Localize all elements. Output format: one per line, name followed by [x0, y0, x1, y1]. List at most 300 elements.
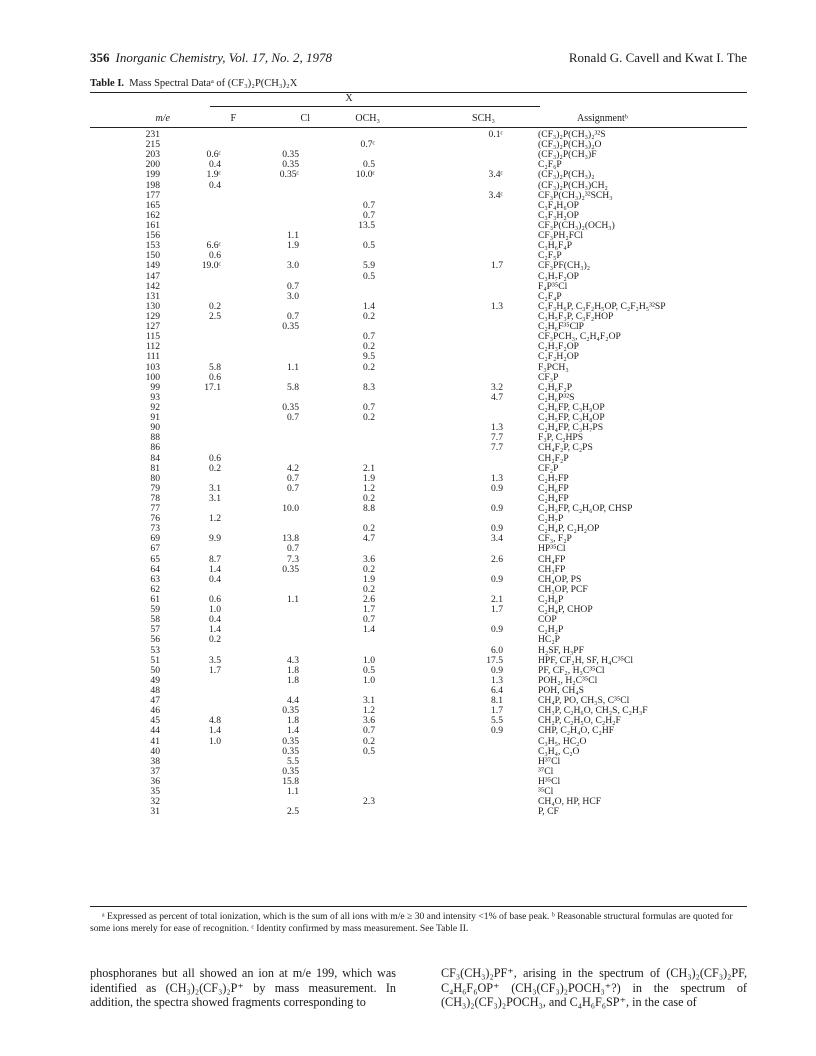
cell-f: 1.4 [209, 624, 221, 636]
cell-sch3: 1.3 [491, 472, 503, 484]
cell-sch3: 0.9 [491, 664, 503, 676]
table-row [0, 261, 816, 271]
cell-sch3: 17.5 [486, 654, 503, 666]
cell-m-e: 65 [150, 553, 160, 565]
cell-m-e: 51 [150, 654, 160, 666]
cell-assignment: CH₃OP, PCF [538, 583, 588, 595]
cell-cl: 0.7 [287, 280, 299, 292]
cell-assignment: C₂H₇FP [538, 472, 569, 484]
cell-m-e: 112 [145, 341, 160, 353]
cell-sch3: 3.2 [491, 381, 503, 393]
cell-och3: 1.4 [363, 624, 375, 636]
cell-assignment: CH₄P, PO, CH₃S, C³⁵Cl [538, 695, 630, 707]
table-row [0, 332, 816, 342]
cell-och3: 0.2 [363, 310, 375, 322]
cell-cl: 0.7 [287, 412, 299, 424]
body-text-right-column: CF₃(CH₃)₂PF⁺, arising in the spectrum of (CH₃)₂(CF₃)₂PF, C₄H₆F₆OP⁺ (CH₃(CF₃)₂POCH₃⁺?) in the spectrum of (CH₃)₂(CF₃)₂POCH₃, and C₄H₆F₆SP⁺, in the case of [441, 966, 747, 1009]
cell-cl: 15.8 [282, 776, 299, 787]
table-row [0, 241, 816, 251]
cell-m-e: 59 [150, 604, 160, 616]
cell-cl: 4.2 [287, 462, 299, 474]
cell-och3: 0.7 [363, 199, 375, 211]
table-row [0, 150, 816, 160]
table-row [0, 363, 816, 373]
table-row [0, 646, 816, 656]
table-row [0, 322, 816, 332]
cell-m-e: 199 [145, 169, 160, 181]
cell-och3: 2.3 [363, 796, 375, 808]
cell-m-e: 153 [145, 240, 160, 252]
cell-assignment: (CF₃)₂P(CH₃)₂O [538, 139, 602, 151]
cell-cl: 0.35 [282, 321, 299, 333]
cell-och3: 0.2 [363, 523, 375, 535]
cell-assignment: CH₄OP, PS [538, 573, 582, 585]
cell-m-e: 142 [145, 280, 160, 292]
cell-och3: 3.6 [363, 553, 375, 565]
table-row [0, 524, 816, 534]
column-header-assignment: Assignmentᵇ [577, 113, 628, 124]
table-row [0, 787, 816, 797]
cell-assignment: C₂H₂P [538, 624, 564, 636]
cell-assignment: POH₂, H₂C³⁵Cl [538, 674, 598, 686]
table-row [0, 585, 816, 595]
cell-cl: 1.8 [287, 664, 299, 676]
table-row [0, 615, 816, 625]
cell-f: 4.8 [209, 715, 221, 727]
cell-f: 1.0 [209, 735, 221, 747]
cell-cl: 0.35 [282, 401, 299, 413]
cell-assignment: F₃P, C₂HPS [538, 432, 584, 444]
cell-m-e: 150 [145, 250, 160, 262]
table-row [0, 140, 816, 150]
cell-sch3: 0.9 [491, 503, 503, 515]
cell-m-e: 162 [145, 209, 160, 221]
table-row [0, 544, 816, 554]
cell-assignment: C₂F₅P [538, 250, 562, 262]
cell-f: 3.5 [209, 654, 221, 666]
cell-assignment: C₂H₇P [538, 513, 564, 525]
cell-cl: 1.1 [287, 594, 299, 606]
cell-assignment: CH₂F₂P [538, 452, 569, 464]
column-group-label: X [345, 93, 353, 104]
table-label: Table I. [90, 78, 125, 89]
cell-f: 0.4 [209, 614, 221, 626]
cell-m-e: 61 [150, 594, 160, 606]
cell-assignment: C₂H₄P, C₂H₂OP [538, 523, 600, 535]
cell-assignment: COP [538, 614, 557, 626]
header-rule [90, 127, 747, 128]
author-line: Ronald G. Cavell and Kwat I. The [568, 50, 747, 65]
cell-assignment: P, CF [538, 806, 559, 818]
cell-och3: 0.7 [363, 401, 375, 413]
cell-assignment: (CF₃)₂P(CH₃)F [538, 149, 597, 161]
cell-m-e: 40 [150, 745, 160, 757]
cell-sch3: 0.9 [491, 482, 503, 494]
table-row [0, 767, 816, 777]
cell-sch3: 5.5 [491, 715, 503, 727]
cell-och3: 8.3 [363, 381, 375, 393]
cell-assignment: H₂SF, H₃PF [538, 644, 584, 656]
cell-sch3: 6.0 [491, 644, 503, 656]
cell-f: 3.1 [209, 482, 221, 494]
cell-m-e: 147 [145, 270, 160, 282]
cell-f: 0.4 [209, 179, 221, 191]
cell-cl: 1.8 [287, 674, 299, 686]
cell-m-e: 78 [150, 492, 160, 504]
cell-assignment: CH₃FP [538, 563, 566, 575]
cell-sch3: 0.9 [491, 725, 503, 737]
cell-m-e: 90 [150, 422, 160, 434]
cell-assignment: (CF₃)₂P(CH₃)CH₂ [538, 179, 608, 191]
cell-m-e: 86 [150, 442, 160, 454]
cell-m-e: 63 [150, 573, 160, 585]
column-header-m-e: m/e [155, 113, 170, 124]
cell-cl: 0.35 [282, 745, 299, 757]
cell-assignment: CF₃PCH₃, C₂H₄F₂OP [538, 331, 621, 343]
table-row [0, 747, 816, 757]
table-row [0, 181, 816, 191]
cell-m-e: 38 [150, 755, 160, 767]
cell-cl: 0.35 [282, 563, 299, 575]
table-row [0, 352, 816, 362]
cell-m-e: 41 [150, 735, 160, 747]
cell-och3: 0.5 [363, 159, 375, 171]
cell-cl: 0.7 [287, 482, 299, 494]
table-row [0, 454, 816, 464]
cell-m-e: 127 [145, 321, 160, 333]
table-row [0, 595, 816, 605]
table-row [0, 706, 816, 716]
cell-och3: 0.2 [363, 412, 375, 424]
cell-m-e: 57 [150, 624, 160, 636]
cell-m-e: 215 [145, 139, 160, 151]
cell-f: 0.2 [209, 634, 221, 646]
cell-och3: 3.1 [363, 695, 375, 707]
group-rule [210, 106, 540, 107]
cell-cl: 1.8 [287, 715, 299, 727]
cell-m-e: 80 [150, 472, 160, 484]
cell-cl: 1.4 [287, 725, 299, 737]
cell-och3: 5.9 [363, 260, 375, 272]
cell-f: 6.6ᶜ [206, 240, 221, 252]
cell-assignment: CHP, C₂H₄O, C₂HF [538, 725, 615, 737]
table-row [0, 777, 816, 787]
cell-m-e: 79 [150, 482, 160, 494]
cell-f: 1.2 [209, 513, 221, 525]
cell-och3: 0.2 [363, 492, 375, 504]
cell-m-e: 58 [150, 614, 160, 626]
cell-m-e: 198 [145, 179, 160, 191]
cell-och3: 0.2 [363, 361, 375, 373]
cell-f: 19.0ᶜ [201, 260, 221, 272]
cell-f: 1.7 [209, 664, 221, 676]
cell-sch3: 1.3 [491, 674, 503, 686]
cell-sch3: 3.4ᶜ [488, 189, 503, 201]
cell-m-e: 93 [150, 391, 160, 403]
cell-m-e: 231 [145, 129, 160, 140]
cell-m-e: 53 [150, 644, 160, 656]
cell-m-e: 81 [150, 462, 160, 474]
cell-assignment: CF₂P [538, 462, 559, 474]
cell-f: 0.2 [209, 462, 221, 474]
cell-assignment: C₂H₄FP [538, 492, 569, 504]
cell-assignment: C₃F₄H₆OP [538, 199, 579, 211]
cell-f: 5.8 [209, 361, 221, 373]
cell-assignment: CF₃PF(CH₃)₂ [538, 260, 591, 272]
table-title: Mass Spectral Dataᵃ of (CF₃)₂P(CH₃)₂X [129, 78, 298, 89]
table-row [0, 504, 816, 514]
table-row [0, 464, 816, 474]
cell-m-e: 177 [145, 189, 160, 201]
table-row [0, 696, 816, 706]
cell-cl: 0.35 [282, 765, 299, 777]
cell-m-e: 36 [150, 776, 160, 787]
cell-f: 1.4 [209, 725, 221, 737]
cell-och3: 0.7 [363, 331, 375, 343]
cell-och3: 1.9 [363, 472, 375, 484]
cell-f: 1.0 [209, 604, 221, 616]
cell-och3: 0.7 [363, 614, 375, 626]
cell-cl: 3.0 [287, 260, 299, 272]
cell-m-e: 37 [150, 765, 160, 777]
column-header-cl: Cl [300, 113, 310, 124]
cell-cl: 0.35 [282, 159, 299, 171]
table-row [0, 221, 816, 231]
table-row [0, 160, 816, 170]
cell-sch3: 1.3 [491, 300, 503, 312]
journal-citation: Inorganic Chemistry, Vol. 17, No. 2, 1978 [115, 50, 333, 65]
cell-assignment: C₃F₃H₆P, C₃F₂H₅OP, C₂F₂H₅³²SP [538, 300, 666, 312]
column-header-f: F [230, 113, 236, 124]
cell-sch3: 3.4 [491, 533, 503, 545]
cell-och3: 1.0 [363, 674, 375, 686]
cell-assignment: C₂H₄FP, C₃H₇PS [538, 422, 604, 434]
cell-cl: 2.5 [287, 806, 299, 818]
table-row [0, 342, 816, 352]
cell-m-e: 49 [150, 674, 160, 686]
cell-f: 0.6 [209, 250, 221, 262]
column-header-sch3: SCH₃ [472, 113, 495, 124]
cell-f: 0.6 [209, 594, 221, 606]
cell-m-e: 62 [150, 583, 160, 595]
cell-m-e: 48 [150, 685, 160, 697]
cell-m-e: 73 [150, 523, 160, 535]
cell-f: 0.2 [209, 300, 221, 312]
cell-assignment: C₂H₆F³⁵ClP [538, 321, 584, 333]
table-row [0, 443, 816, 453]
cell-m-e: 84 [150, 452, 160, 464]
cell-assignment: PF, CF₂, H₃C³⁵Cl [538, 664, 605, 676]
cell-f: 2.5 [209, 310, 221, 322]
cell-assignment: (CF₃)₂P(CH₃)₂³²S [538, 129, 606, 140]
table-row [0, 716, 816, 726]
cell-assignment: CH₂P, C₂H₅O, C₂H₂F [538, 715, 621, 727]
cell-sch3: 8.1 [491, 695, 503, 707]
table-footnote: ᵃ Expressed as percent of total ionization, which is the sum of all ions with m/e ≥ 30 and intensity <1% of base peak. ᵇ Reasonable structural formulas are quoted for some ions merely for ease of recognition. ᶜ Identity confirmed by mass measurement. See Table II. [90, 911, 733, 934]
cell-f: 1.9ᶜ [206, 169, 221, 181]
cell-f: 0.4 [209, 159, 221, 171]
table-row [0, 737, 816, 747]
cell-f: 3.1 [209, 492, 221, 504]
cell-assignment: CH₄O, HP, HCF [538, 796, 602, 808]
cell-och3: 13.5 [358, 219, 375, 231]
cell-m-e: 88 [150, 432, 160, 444]
table-row [0, 211, 816, 221]
cell-sch3: 1.3 [491, 422, 503, 434]
table-row [0, 555, 816, 565]
cell-assignment: CF₃P(CH₃)₂³²SCH₃ [538, 189, 613, 201]
table-row [0, 484, 816, 494]
cell-cl: 7.3 [287, 553, 299, 565]
cell-m-e: 91 [150, 412, 160, 424]
cell-assignment: CF₃, F₂P [538, 533, 572, 545]
cell-m-e: 64 [150, 563, 160, 575]
table-row [0, 635, 816, 645]
cell-m-e: 69 [150, 533, 160, 545]
table-row [0, 282, 816, 292]
cell-och3: 0.5 [363, 270, 375, 282]
table-row [0, 292, 816, 302]
cell-cl: 3.0 [287, 290, 299, 302]
cell-sch3: 0.9 [491, 573, 503, 585]
table-row [0, 625, 816, 635]
cell-sch3: 3.4ᶜ [488, 169, 503, 181]
cell-assignment: C₂H₆P³²S [538, 391, 575, 403]
cell-cl: 5.5 [287, 755, 299, 767]
cell-cl: 0.35 [282, 149, 299, 161]
table-row [0, 170, 816, 180]
cell-assignment: CF₃P [538, 371, 559, 383]
cell-m-e: 32 [150, 796, 160, 808]
running-head [90, 50, 332, 66]
cell-assignment: F₃PCH₃ [538, 361, 569, 373]
cell-och3: 0.2 [363, 735, 375, 747]
cell-och3: 0.7 [363, 209, 375, 221]
cell-m-e: 50 [150, 664, 160, 676]
table-top-rule [90, 92, 747, 93]
cell-m-e: 46 [150, 705, 160, 717]
cell-assignment: C₂H₃F₂OP [538, 341, 579, 353]
cell-assignment: C₃H₄, C₂O [538, 745, 580, 757]
cell-m-e: 203 [145, 149, 160, 161]
table-row [0, 686, 816, 696]
cell-assignment: HC₂P [538, 634, 561, 646]
table-row [0, 433, 816, 443]
cell-f: 8.7 [209, 553, 221, 565]
cell-och3: 0.2 [363, 583, 375, 595]
table-body [0, 130, 816, 817]
cell-och3: 10.0ᶜ [355, 169, 375, 181]
cell-och3: 0.2 [363, 563, 375, 575]
cell-assignment: C₂H₆P [538, 594, 564, 606]
cell-m-e: 92 [150, 401, 160, 413]
table-row [0, 302, 816, 312]
cell-m-e: 103 [145, 361, 160, 373]
cell-f: 1.4 [209, 563, 221, 575]
cell-sch3: 4.7 [491, 391, 503, 403]
cell-sch3: 6.4 [491, 685, 503, 697]
cell-cl: 0.7 [287, 472, 299, 484]
cell-och3: 1.0 [363, 654, 375, 666]
table-bottom-rule [90, 906, 747, 907]
cell-assignment: C₂H₃FP, C₂H₆OP, CHSP [538, 503, 633, 515]
cell-m-e: 100 [145, 371, 160, 383]
cell-m-e: 111 [146, 351, 160, 363]
cell-assignment: CF₃PH₂FCl [538, 230, 584, 242]
cell-m-e: 67 [150, 543, 160, 555]
cell-och3: 1.7 [363, 604, 375, 616]
cell-sch3: 1.7 [491, 604, 503, 616]
cell-och3: 4.7 [363, 533, 375, 545]
cell-assignment: CH₄FP [538, 553, 566, 565]
cell-m-e: 35 [150, 786, 160, 798]
body-text-left-column: phosphoranes but all showed an ion at m/e 199, which was identified as (CH₃)₂(CF₃)₂P⁺ by mass measurement. In addition, the spectra showed fragments corresponding to [90, 966, 396, 1009]
cell-assignment: C₂H₆FP, C₃H₉OP [538, 401, 605, 413]
cell-f: 0.6 [209, 371, 221, 383]
cell-sch3: 7.7 [491, 432, 503, 444]
cell-m-e: 131 [145, 290, 160, 302]
cell-assignment: C₃F₃H₂OP [538, 209, 579, 221]
table-row [0, 807, 816, 817]
table-row [0, 797, 816, 807]
cell-och3: 1.2 [363, 705, 375, 717]
cell-assignment: CH₃P, C₂H₆O, CH₂S, C₂H₃F [538, 705, 648, 717]
table-row [0, 231, 816, 241]
table-row [0, 666, 816, 676]
cell-assignment: F₄P³⁵Cl [538, 280, 568, 292]
cell-m-e: 129 [145, 310, 160, 322]
cell-assignment: C₂F₂H₂OP [538, 351, 579, 363]
cell-m-e: 165 [145, 199, 160, 211]
cell-m-e: 156 [145, 230, 160, 242]
cell-cl: 0.35 [282, 705, 299, 717]
cell-assignment: HP³⁵Cl [538, 543, 566, 555]
table-row [0, 676, 816, 686]
cell-assignment: H³⁷Cl [538, 755, 561, 767]
cell-m-e: 149 [145, 260, 160, 272]
cell-m-e: 130 [145, 300, 160, 312]
cell-m-e: 44 [150, 725, 160, 737]
cell-f: 17.1 [204, 381, 221, 393]
cell-assignment: POH, CH₄S [538, 685, 584, 697]
cell-och3: 0.7 [363, 725, 375, 737]
table-row [0, 565, 816, 575]
column-header-och3: OCH₃ [355, 113, 380, 124]
table-row [0, 494, 816, 504]
cell-m-e: 56 [150, 634, 160, 646]
cell-assignment: CH₄F₂P, C₂PS [538, 442, 593, 454]
cell-assignment: C₂F₄P [538, 290, 562, 302]
cell-sch3: 7.7 [491, 442, 503, 454]
cell-assignment: HPF, CF₂H, SF, H₄C³⁵Cl [538, 654, 634, 666]
table-row [0, 403, 816, 413]
cell-assignment: C₂F₆P [538, 159, 562, 171]
cell-m-e: 76 [150, 513, 160, 525]
cell-f: 9.9 [209, 533, 221, 545]
table-row [0, 393, 816, 403]
cell-m-e: 31 [150, 806, 160, 818]
cell-f: 0.6 [209, 452, 221, 464]
cell-och3: 3.6 [363, 715, 375, 727]
cell-m-e: 115 [145, 331, 160, 343]
cell-sch3: 0.1ᶜ [488, 129, 503, 140]
cell-sch3: 1.7 [491, 260, 503, 272]
cell-och3: 8.8 [363, 503, 375, 515]
cell-och3: 0.2 [363, 341, 375, 353]
cell-cl: 5.8 [287, 381, 299, 393]
cell-m-e: 200 [145, 159, 160, 171]
cell-sch3: 0.9 [491, 523, 503, 535]
